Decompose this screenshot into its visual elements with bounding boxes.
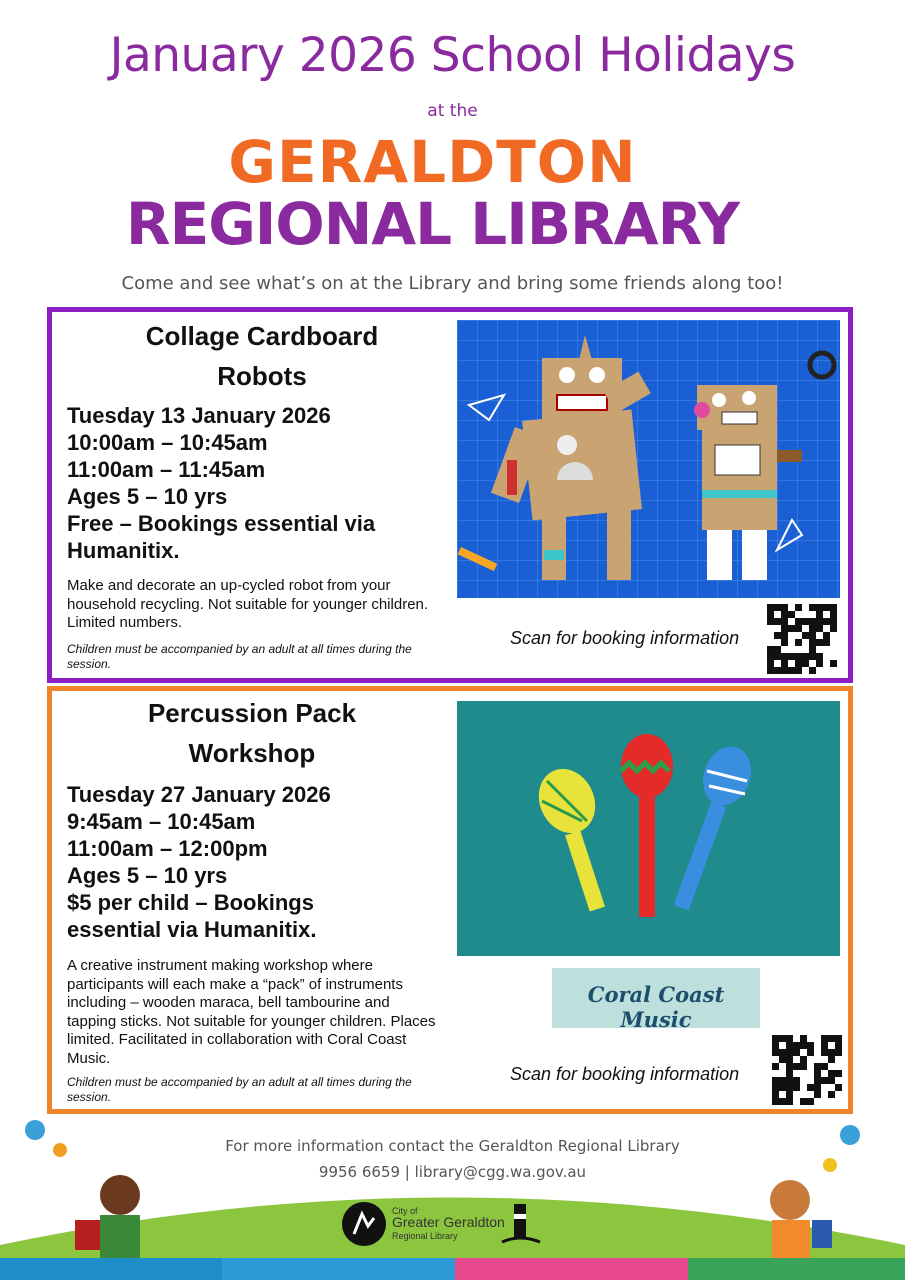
robots-illustration bbox=[457, 320, 840, 598]
scan-text: Scan for booking information bbox=[510, 1064, 740, 1084]
event-time-2: 11:00am – 12:00pm bbox=[67, 836, 268, 861]
library-logo-line2: REGIONAL LIBRARY bbox=[125, 190, 740, 258]
event-date: Tuesday 13 January 2026 bbox=[67, 403, 331, 428]
event-title-line1: Collage Cardboard bbox=[145, 321, 379, 351]
city-logo-sub: Regional Library bbox=[392, 1231, 458, 1241]
maracas-photo bbox=[457, 701, 840, 956]
footer-info: For more information contact the Geraldton Regional Library bbox=[225, 1137, 680, 1155]
event-description: A creative instrument making workshop where participants will each make a “pack” of instruments including – wooden maraca, bell tambourine and tapping sticks. Not suitable for younger children. Places limited. Facilitated in collaboration with Coral Coast Music. bbox=[67, 957, 436, 1067]
library-logo-line1: GERALDTON bbox=[228, 128, 637, 196]
coral-coast-music-logo-text: Coral Coast Music bbox=[587, 982, 725, 1032]
event-title bbox=[52, 693, 452, 773]
footer-decoration bbox=[0, 1110, 905, 1280]
event-ages: Ages 5 – 10 yrs bbox=[67, 484, 228, 509]
tagline: Come and see what’s on at the Library and bring some friends along too! bbox=[121, 273, 784, 294]
event-note: Children must be accompanied by an adult at all times during the session. bbox=[67, 1075, 412, 1104]
city-logo-small: City of bbox=[392, 1206, 418, 1216]
footer-stripe-1 bbox=[0, 1258, 222, 1280]
event-time-1: 9:45am – 10:45am bbox=[67, 809, 256, 834]
event-card-robots bbox=[47, 307, 853, 683]
event-title bbox=[62, 316, 462, 396]
footer-stripe-3 bbox=[455, 1258, 688, 1280]
event-date: Tuesday 27 January 2026 bbox=[67, 782, 331, 807]
page-title: January 2026 School Holidays bbox=[109, 28, 796, 83]
event-price-line1: $5 per child – Bookings bbox=[67, 890, 314, 915]
event-time-1: 10:00am – 10:45am bbox=[67, 430, 268, 455]
event-price-line2: essential via Humanitix. bbox=[67, 917, 317, 942]
qr-code[interactable] bbox=[772, 1035, 842, 1105]
event-title-line2: Robots bbox=[217, 361, 307, 391]
event-title-line1: Percussion Pack bbox=[147, 698, 357, 728]
event-title-line2: Workshop bbox=[188, 738, 316, 768]
event-details bbox=[67, 781, 447, 943]
event-details bbox=[67, 402, 447, 564]
event-ages: Ages 5 – 10 yrs bbox=[67, 863, 228, 888]
event-time-2: 11:00am – 11:45am bbox=[67, 457, 266, 482]
coral-coast-music-logo bbox=[552, 968, 760, 1032]
robots-photo bbox=[457, 320, 840, 598]
event-description: Make and decorate an up-cycled robot from your household recycling. Not suitable for younger children. Limited numbers. bbox=[67, 577, 429, 631]
footer-stripe-4 bbox=[688, 1258, 905, 1280]
footer-contact[interactable]: 9956 6659 | library@cgg.wa.gov.au bbox=[318, 1163, 587, 1181]
event-price-line2: Humanitix. bbox=[67, 538, 180, 563]
qr-code[interactable] bbox=[767, 604, 837, 674]
subtitle-at-the: at the bbox=[427, 101, 478, 121]
maracas-illustration bbox=[457, 701, 840, 956]
event-price-line1: Free – Bookings essential via bbox=[67, 511, 376, 536]
city-logo bbox=[340, 1200, 560, 1250]
lighthouse-icon bbox=[500, 1200, 542, 1248]
event-note: Children must be accompanied by an adult at all times during the session. bbox=[67, 642, 412, 671]
city-logo-name: Greater Geraldton bbox=[392, 1214, 505, 1230]
event-card-percussion bbox=[47, 686, 853, 1114]
city-emblem-icon bbox=[340, 1200, 388, 1248]
scan-text: Scan for booking information bbox=[510, 628, 740, 648]
footer-stripe-2 bbox=[222, 1258, 455, 1280]
